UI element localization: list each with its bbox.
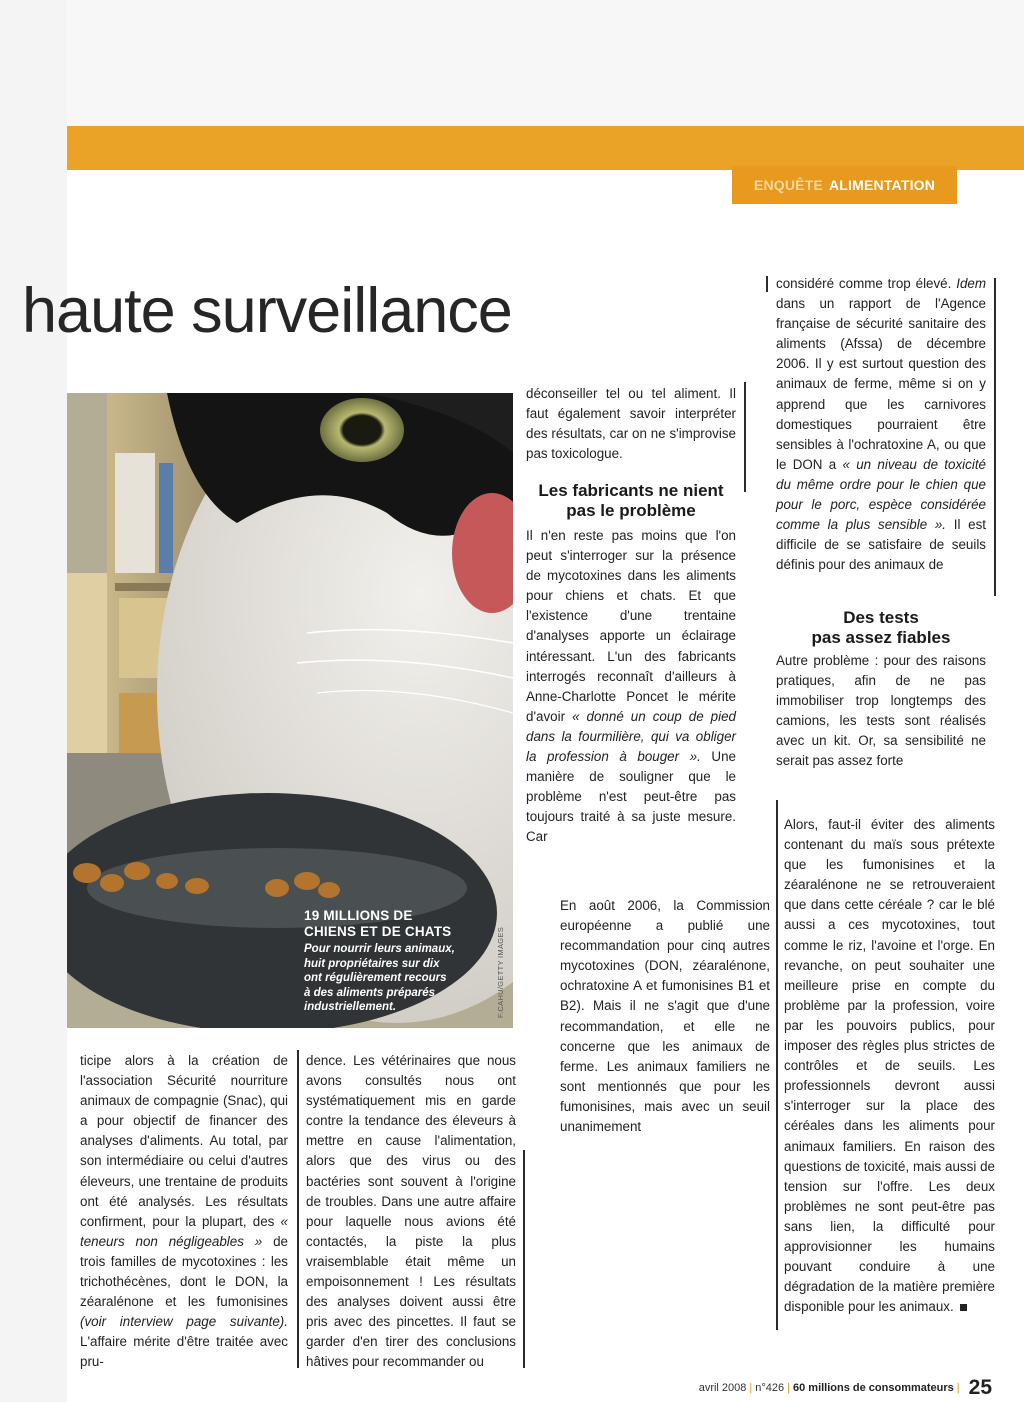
page-margin	[0, 0, 67, 1402]
photo-caption	[304, 908, 513, 1015]
mid-top-quote: « donné un coup de pied dans la fourmilière, qui va obliger la profession à bouger ».	[526, 708, 737, 765]
right-top-quote: « un niveau de toxicité du même ordre pour le chien que pour le porc, espèce considérée comme la plus sensible ».	[776, 456, 986, 533]
caption-line: huit propriétaires sur dix	[304, 957, 440, 970]
mid-top-paragraph-2	[526, 526, 736, 848]
footer-separator: |	[956, 1382, 960, 1394]
top-band	[67, 0, 1024, 126]
center-bottom-paragraph	[306, 1051, 516, 1373]
article-headline: haute surveillance	[22, 276, 512, 346]
right-bottom-text: Alors, faut-il éviter des aliments contenant du maïs sous prétexte que les fumonisines et la zéaralénone ne se retrouveraient que dans cette céréale ? car le blé aussi a ces mycotoxines, tout comme le riz, l'avoine et l'orge. En revanche, on peut souhaiter une meilleure prise en compte du problème par la profession, voire par les pouvoirs publics, pour imposer des règles plus strictes de contrôles et de seuils. Les professionnels devront aussi s'interroger sur la place des céréales dans les aliments pour animaux familiers. En raison des questions de toxicité, mais aussi de tension sur l'offre. Les deux problèmes ne sont peut-être pas sans lien, la difficulté pour approvisionner les humains pouvant conduire à une dégradation de la matière première disponible pour les animaux.	[784, 817, 995, 1315]
footer-magazine: 60 millions de consommateurs	[793, 1382, 954, 1394]
column-rule	[776, 800, 778, 1330]
left-bottom-text-a: ticipe alors à la création de l'association Sécurité nourriture animaux de compagnie (Snac), qui a pour objectif de financer des analyses d'aliments. Au total, par son intermédiaire ou celui d'autres éleveurs, une trentaine de produits ont été analysés. Les résultats confirment, pour la plupart, des	[80, 1053, 288, 1229]
right-bottom-paragraph	[784, 815, 995, 1317]
mid-bottom-paragraph	[560, 896, 770, 1137]
left-bottom-ref: (voir interview page suivante).	[80, 1314, 288, 1330]
footer-separator: |	[787, 1382, 790, 1394]
cat-photo	[67, 393, 513, 1028]
column-rule	[766, 276, 768, 292]
caption-line: industriellement.	[304, 1001, 397, 1013]
right-top-paragraph-2	[776, 651, 986, 772]
caption-line: Pour nourrir leurs animaux,	[304, 943, 455, 955]
left-bottom-text-c: L'affaire mérite d'être traitée avec pru-	[80, 1334, 288, 1370]
column-rule	[523, 1150, 525, 1368]
left-bottom-text-b: de trois familles de mycotoxines : les trichothécènes, dont le DON, la zéaralénone et les fumonisines	[80, 1233, 288, 1310]
mid-top-text-2a: Il n'en reste pas moins que l'on peut s'interroger sur la présence de mycotoxines dans les aliments pour chiens et chats. Et que l'existence d'une trentaine d'analyses apporte un éclairage intéressant. L'un des fabricants interrogés reconnaît d'ailleurs à Anne-Charlotte Poncet le mérite d'avoir	[526, 528, 736, 724]
header-bar	[67, 126, 1024, 170]
photo-credit: F.CAHU/GETTY IMAGES	[496, 927, 505, 1018]
page-footer	[699, 1376, 992, 1400]
center-bottom-text: dence. Les vétérinaires que nous avons consultés nous ont systématiquement mis en garde contre la tendance des éleveurs à mettre en cause l'alimentation, alors que des virus ou des bactéries sont souvent à l'origine de troubles. Dans une autre affaire pour laquelle nous avions été contactés, la piste la plus vraisemblable était même un empoisonnement ! Les résultats des analyses doivent aussi être pris avec des pincettes. Il faut se garder d'en tirer des conclusions hâtives pour recommander ou	[306, 1053, 516, 1370]
mid-bottom-text: En août 2006, la Commission européenne a publié une recommandation pour cinq autres mycotoxines (DON, zéaralénone, ochratoxine A et fumonisines B1 et B2). Mais il ne s'agit que d'une recommandation, et elle ne concerne que les animaux de ferme. Les animaux familiers ne sont mentionnés que pour les fumonisines, mais avec un seuil unanimement	[560, 898, 770, 1135]
page-number: 25	[968, 1376, 992, 1399]
mid-top-text-1: déconseiller tel ou tel aliment. Il faut également savoir interpréter des résultats, car on ne s'improvise pas toxicologue.	[526, 386, 736, 462]
subhead-tests	[776, 608, 986, 648]
right-top-text-1b: dans un rapport de l'Agence française de sécurité sanitaire des aliments (Afssa) de décembre 2006. Il y est surtout question des animaux de ferme, même si on y apprend que les carnivores domestiques pourraient être sensibles à l'ochratoxine A, ou que le DON a	[776, 296, 986, 472]
mid-top-text-2b: Une manière de souligner que le problème n'est peut-être pas toujours traité à sa juste mesure. Car	[526, 749, 736, 845]
left-bottom-quote: « teneurs non négligeables »	[80, 1213, 288, 1249]
subhead-tests-line1: Des tests	[843, 608, 919, 627]
subhead-tests-line2: pas assez fiables	[811, 628, 951, 647]
caption-title-2: CHIENS ET DE CHATS	[304, 924, 452, 939]
footer-date: avril 2008	[698, 1382, 747, 1394]
section-rubric: ALIMENTATION	[828, 177, 936, 193]
footer-separator: |	[749, 1382, 753, 1394]
caption-title-1: 19 MILLIONS DE	[304, 908, 413, 923]
column-rule	[744, 382, 746, 492]
section-tab	[732, 166, 957, 204]
right-top-text-2: Autre problème : pour des raisons pratiques, afin de ne pas immobiliser trop longtemps des camions, les tests sont réalisés avec un kit. Or, sa sensibilité ne serait pas assez forte	[776, 653, 986, 769]
right-top-text-1c: Il est difficile de se satisfaire de seuils définis pour des animaux de	[776, 517, 986, 573]
footer-issue: n°426	[755, 1382, 785, 1394]
caption-body	[304, 942, 513, 1015]
mid-top-paragraph-1	[526, 384, 736, 464]
caption-line: à des aliments préparés	[304, 986, 436, 999]
left-bottom-paragraph	[80, 1051, 288, 1373]
right-top-paragraph-1	[776, 274, 986, 575]
column-rule	[994, 278, 996, 596]
column-rule	[297, 1050, 299, 1368]
caption-line: ont régulièrement recours	[304, 972, 447, 984]
right-top-idem: Idem	[956, 276, 986, 291]
subhead-fabricants	[526, 481, 736, 521]
section-kicker: ENQUÊTE	[753, 177, 823, 193]
right-top-text-1a: considéré comme trop élevé.	[776, 276, 957, 291]
end-mark	[960, 1304, 967, 1311]
subhead-fabricants-line1: Les fabricants ne nient	[538, 481, 724, 500]
subhead-fabricants-line2: pas le problème	[566, 501, 696, 520]
